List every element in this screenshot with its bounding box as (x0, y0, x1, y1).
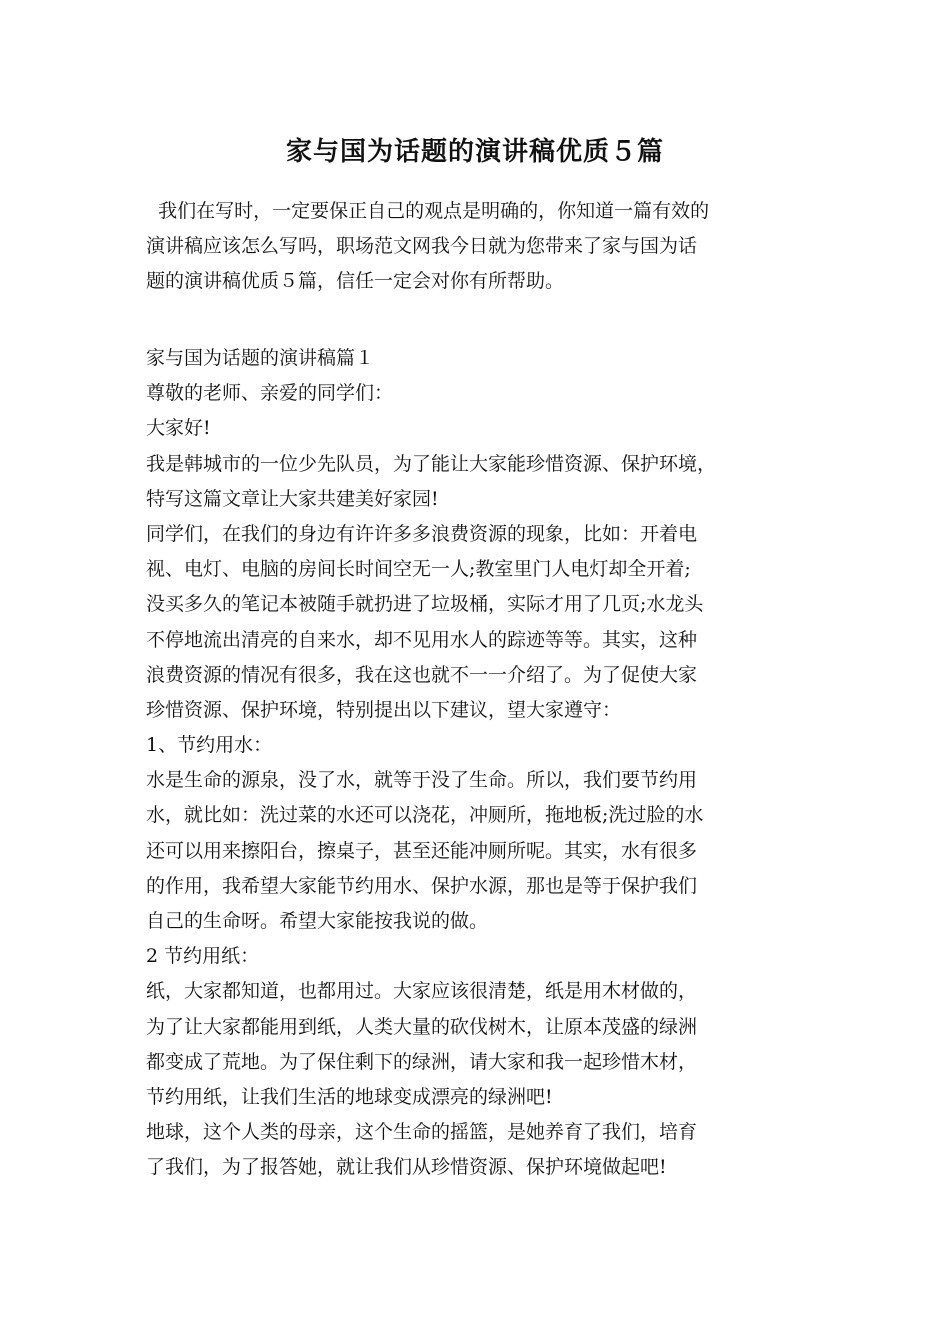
body-line: 不停地流出清亮的自来水，却不见用水人的踪迹等等。其实，这种 (146, 628, 698, 651)
speech-body (146, 341, 836, 1186)
list-heading: 1、节约用水： (146, 734, 273, 757)
salutation: 尊敬的老师、亲爱的同学们： (146, 382, 394, 405)
body-line: 都变成了荒地。为了保住剩下的绿洲，请大家和我一起珍惜木材， (146, 1050, 698, 1073)
list-heading: 2 节约用纸： (146, 945, 260, 968)
greeting: 大家好! (146, 417, 211, 440)
body-line: 自己的生命呀。希望大家能按我说的做。 (146, 910, 489, 932)
section-heading: 家与国为话题的演讲稿篇１ (146, 347, 375, 369)
body-line: 没买多久的笔记本被随手就扔进了垃圾桶，实际才用了几页;水龙头 (146, 593, 704, 616)
intro-line: 我们在写时，一定要保正自己的观点是明确的，你知道一篇有效的 (146, 200, 710, 222)
body-line: 为了让大家都能用到纸，人类大量的砍伐树木，让原本茂盛的绿洲 (146, 1015, 698, 1038)
body-line: 珍惜资源、保护环境，特别提出以下建议，望大家遵守： (146, 698, 622, 721)
body-line: 浪费资源的情况有很多，我在这也就不一一介绍了。为了促使大家 (146, 663, 698, 686)
intro-line: 题的演讲稿优质５篇，信任一定会对你有所帮助。 (146, 270, 565, 293)
body-line: 了我们，为了报答她，就让我们从珍惜资源、保护环境做起吧! (146, 1156, 667, 1179)
body-line: 水是生命的源泉，没了水，就等于没了生命。所以，我们要节约用 (146, 769, 698, 792)
document-title: 家与国为话题的演讲稿优质５篇 (285, 137, 664, 167)
body-line: 视、电灯、电脑的房间长时间空无一人;教室里门人电灯却全开着; (146, 558, 691, 581)
body-line: 同学们，在我们的身边有许许多多浪费资源的现象，比如：开着电 (146, 522, 698, 545)
body-line: 地球，这个人类的母亲，这个生命的摇篮，是她养育了我们，培育 (146, 1121, 698, 1144)
body-line: 纸，大家都知道，也都用过。大家应该很清楚，纸是用木材做的， (146, 980, 698, 1003)
body-line: 特写这篇文章让大家共建美好家园! (146, 487, 439, 510)
body-line: 水，就比如：洗过菜的水还可以浇花，冲厕所，拖地板;洗过脸的水 (146, 804, 704, 827)
body-line: 我是韩城市的一位少先队员，为了能让大家能珍惜资源、保护环境， (146, 452, 717, 475)
body-line: 的作用，我希望大家能节约用水、保护水源，那也是等于保护我们 (146, 874, 698, 897)
intro-paragraph (146, 193, 816, 299)
body-line: 节约用纸，让我们生活的地球变成漂亮的绿洲吧! (146, 1085, 553, 1108)
body-line: 还可以用来擦阳台，擦桌子，甚至还能冲厕所呢。其实，水有很多 (146, 839, 698, 862)
intro-line: 演讲稿应该怎么写吗，职场范文网我今日就为您带来了家与国为话 (146, 235, 698, 258)
